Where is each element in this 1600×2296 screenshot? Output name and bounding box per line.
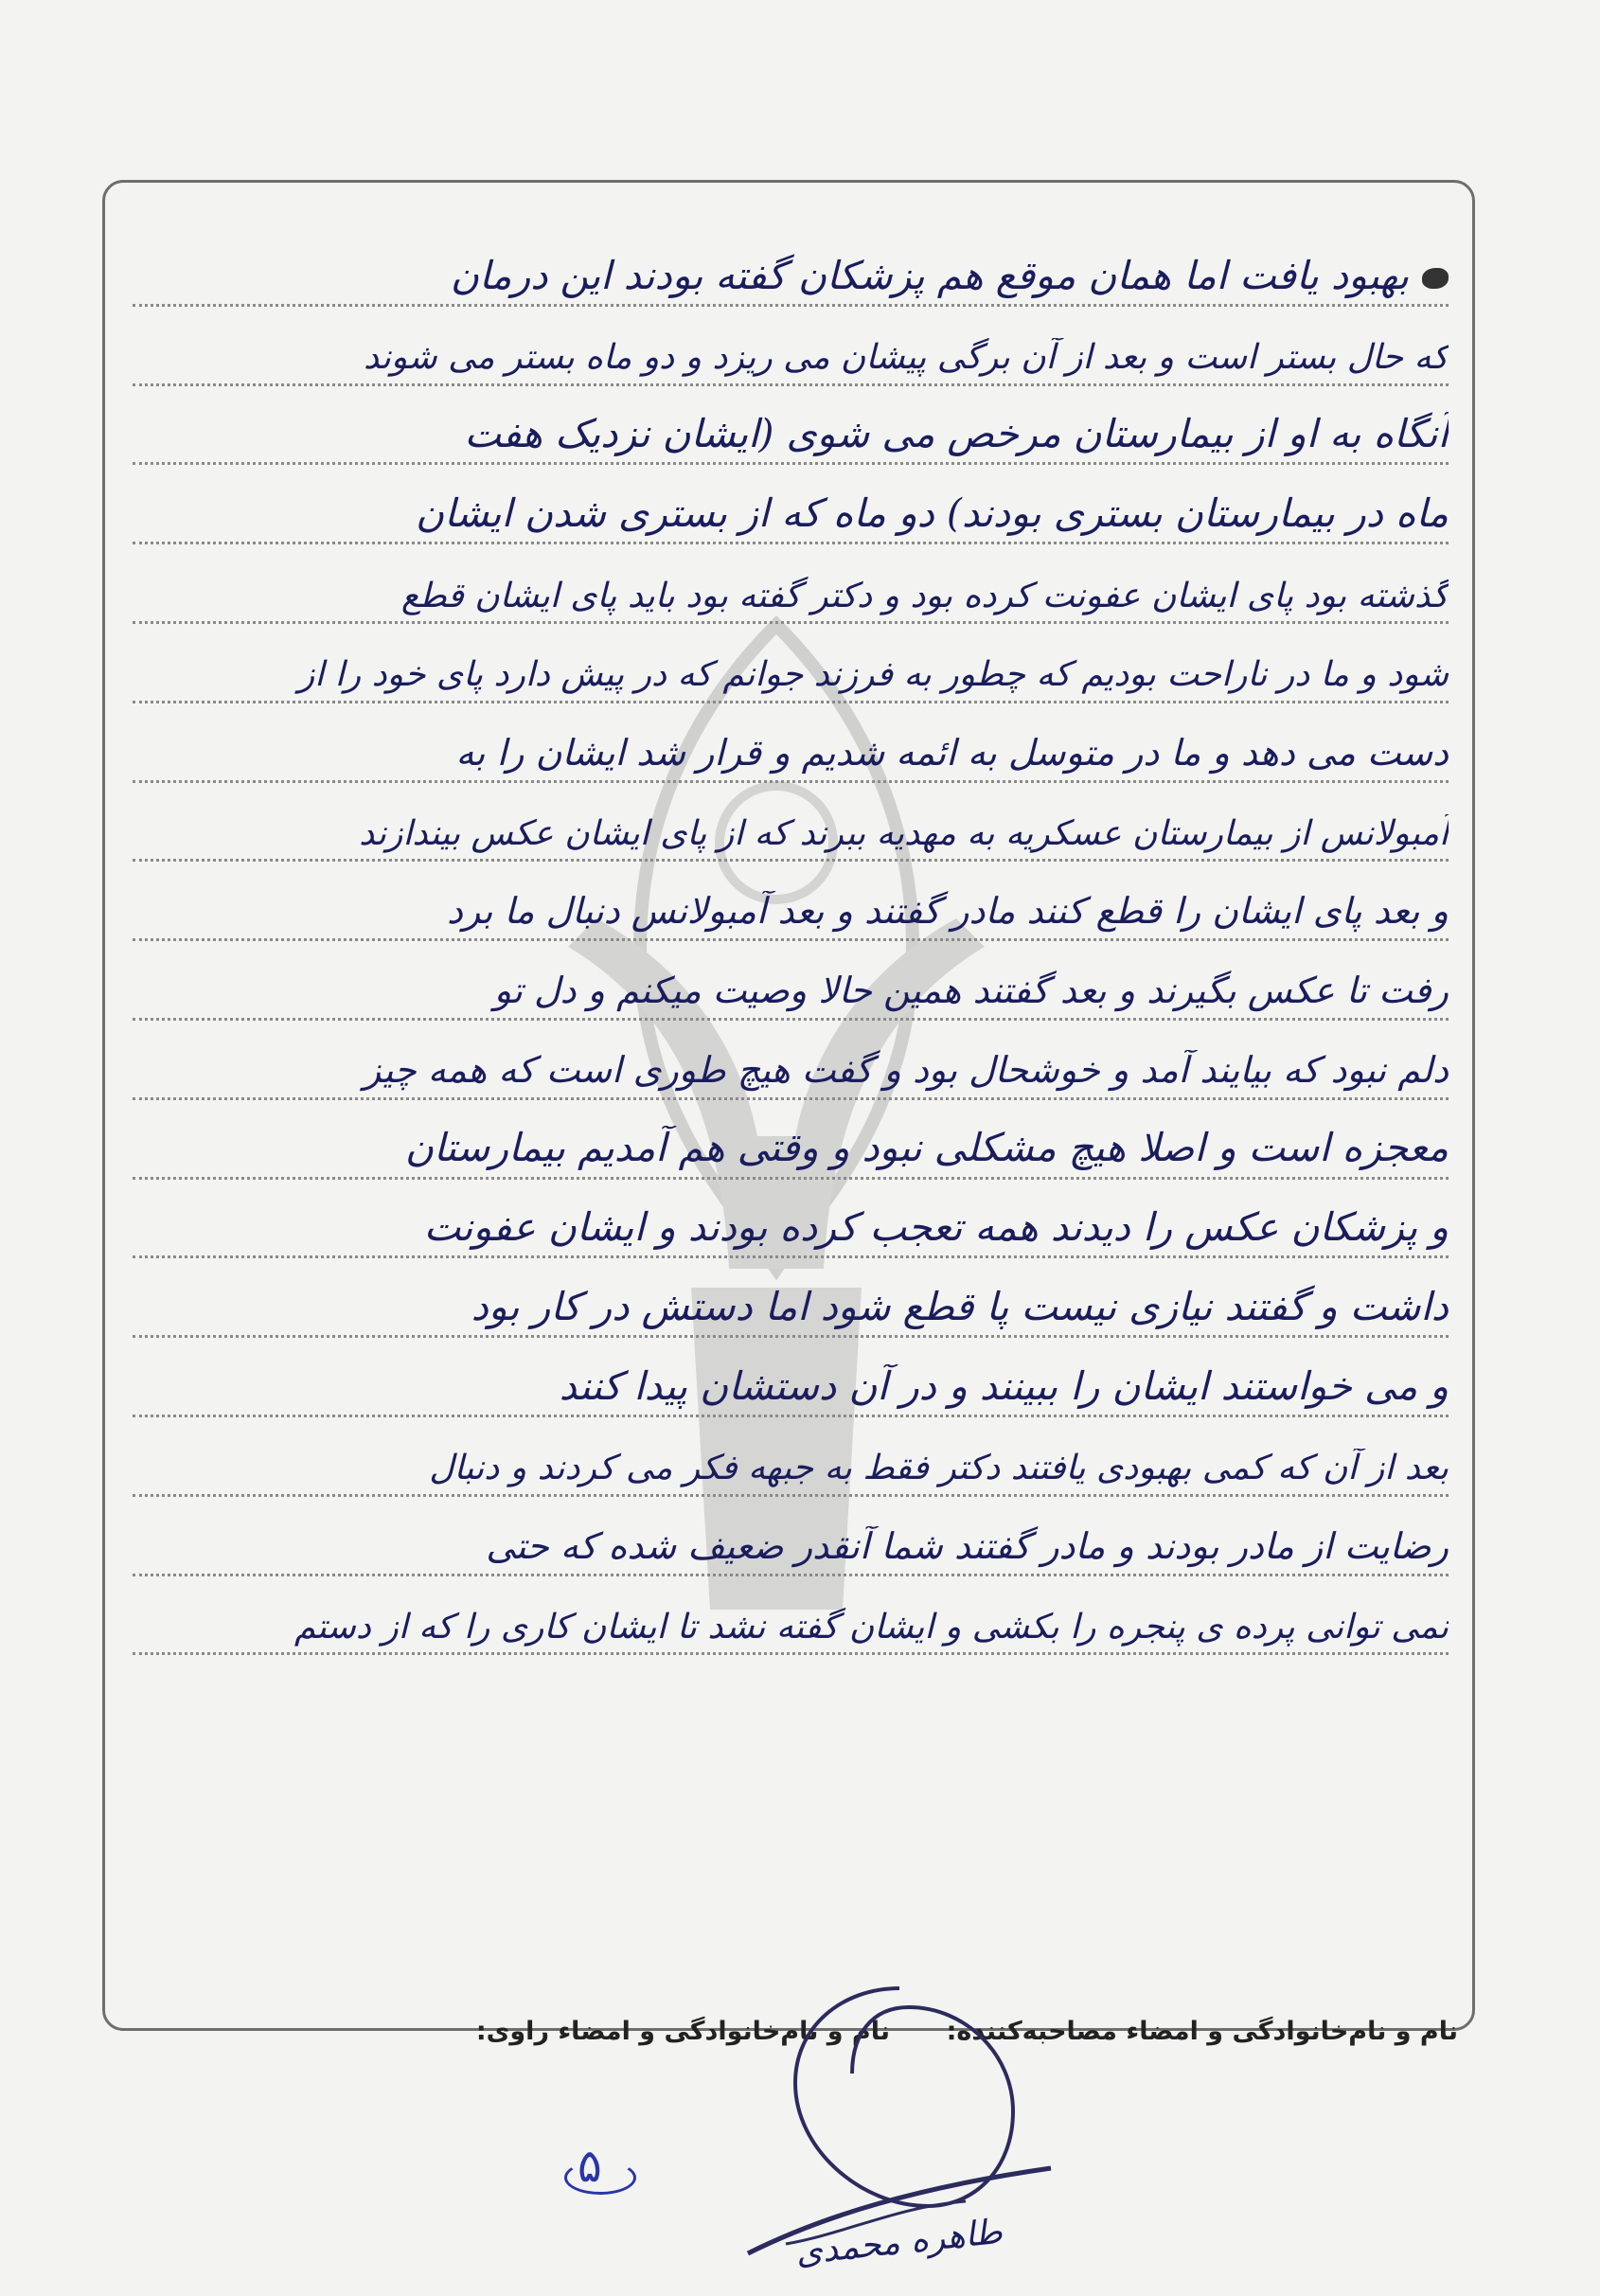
- signatory-name: طاهره محمدی: [793, 2212, 1004, 2273]
- text-line: بعد از آن که کمی بهبودی یافتند دکتر فقط به جبهه فکر می کردند و دنبال: [133, 1417, 1449, 1497]
- interviewer-signature-label: نام و نام‌خانوادگی و امضاء مصاحبه‌کننده:: [946, 2017, 1458, 2046]
- text-line: آمبولانس از بیمارستان عسکریه به مهدیه ببرند که از پای ایشان عکس بیندازند: [133, 783, 1449, 863]
- text-line: گذشته بود پای ایشان عفونت کرده بود و دکتر گفته بود باید پای ایشان قطع: [133, 544, 1449, 624]
- text-line: بهبود یافت اما همان موقع هم پزشکان گفته بودند این درمان: [133, 227, 1449, 307]
- text-line: معجزه است و اصلا هیچ مشکلی نبود و وقتی هم آمدیم بیمارستان: [133, 1100, 1449, 1180]
- text-line: شود و ما در ناراحت بودیم که چطور به فرزند جوانم که در پیش دارد پای خود را از: [133, 624, 1449, 703]
- narrator-signature-label: نام و نام‌خانوادگی و امضاء راوی:: [475, 2017, 890, 2046]
- text-line: دست می دهد و ما در متوسل به ائمه شدیم و قرار شد ایشان را به: [133, 703, 1449, 783]
- text-line: رضایت از مادر بودند و مادر گفتند شما آنقدر ضعیف شده که حتی: [133, 1497, 1449, 1576]
- text-line: آنگاه به او از بیمارستان مرخص می شوی (ایشان نزدیک هفت: [133, 386, 1449, 466]
- text-line: که حال بستر است و بعد از آن برگی پیشان می ریزد و دو ماه بستر می شوند: [133, 307, 1449, 386]
- page-number: ۵: [578, 2140, 602, 2193]
- ink-blot-icon: [1422, 268, 1449, 289]
- text-line: و پزشکان عکس را دیدند همه تعجب کرده بودند و ایشان عفونت: [133, 1180, 1449, 1259]
- handwritten-body: [133, 227, 1449, 1655]
- text-line: رفت تا عکس بگیرند و بعد گفتند همین حالا وصیت میکنم و دل تو: [133, 941, 1449, 1021]
- text-line: دلم نبود که بیایند آمد و خوشحال بود و گفت هیچ طوری است که همه چیز: [133, 1021, 1449, 1100]
- text-line: ماه در بیمارستان بستری بودند) دو ماه که از بستری شدن ایشان: [133, 465, 1449, 544]
- text-line: و بعد پای ایشان را قطع کنند مادر گفتند و بعد آمبولانس دنبال ما برد: [133, 862, 1449, 941]
- text-line: داشت و گفتند نیازی نیست پا قطع شود اما دستش در کار بود: [133, 1258, 1449, 1338]
- text-line: نمی توانی پرده ی پنجره را بکشی و ایشان گفته نشد تا ایشان کاری را که از دستم: [133, 1576, 1449, 1656]
- text-line: و می خواستند ایشان را ببینند و در آن دستشان پیدا کنند: [133, 1338, 1449, 1417]
- page-number-underline: [564, 2161, 636, 2195]
